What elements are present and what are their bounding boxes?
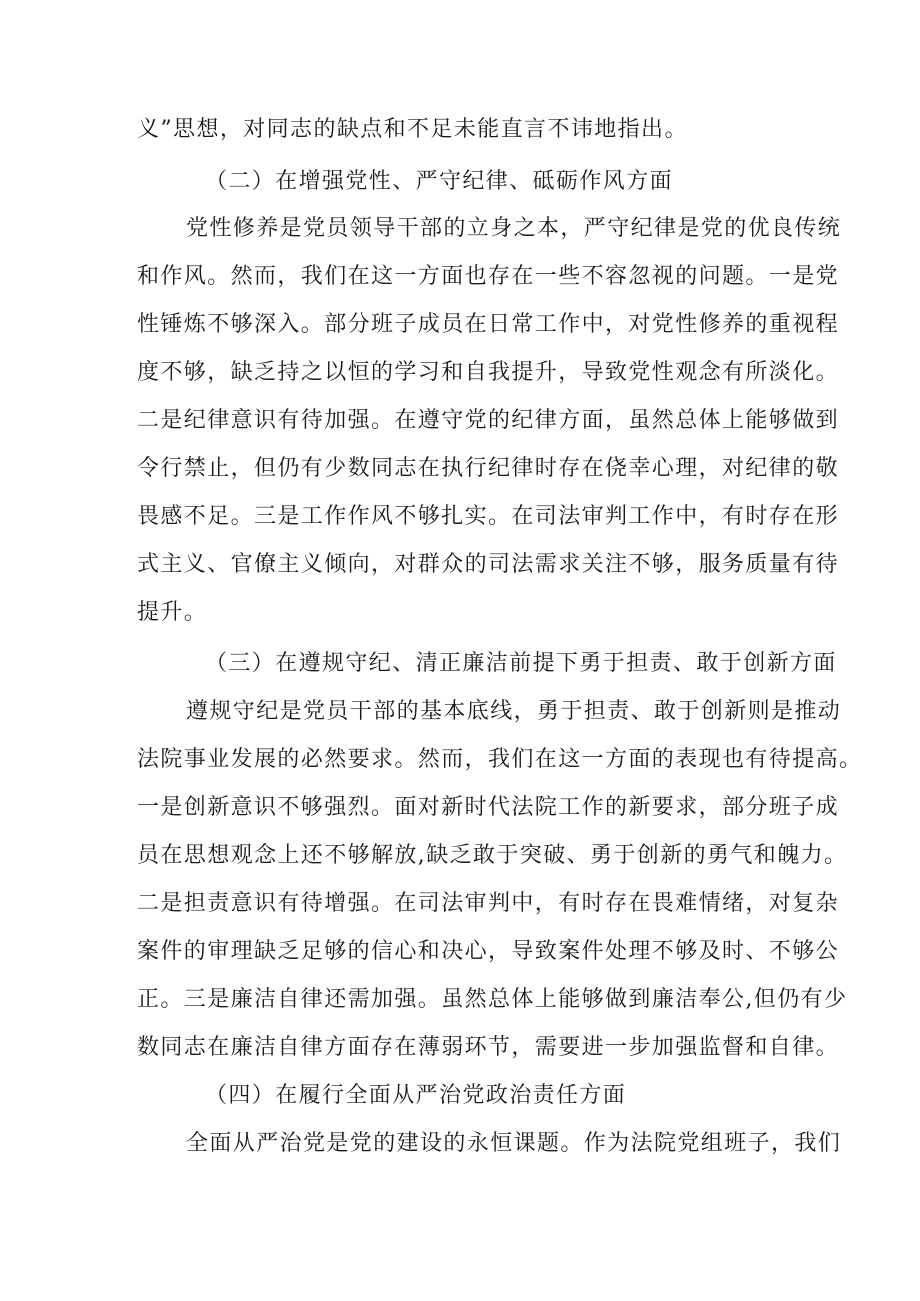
paragraph-line: 二是担责意识有待增强。在司法审判中，有时存在畏难情绪，对复杂 xyxy=(137,891,840,916)
paragraph-line: 法院事业发展的必然要求。然而，我们在这一方面的表现也有待提高。 xyxy=(137,747,863,772)
paragraph-line: 正。三是廉洁自律还需加强。虽然总体上能够做到廉洁奉公,但仍有少 xyxy=(137,987,848,1012)
paragraph-line: 令行禁止，但仍有少数同志在执行纪律时存在侥幸心理，对纪律的敬 xyxy=(137,456,840,481)
paragraph-line: 和作风。然而，我们在这一方面也存在一些不容忽视的问题。一是党 xyxy=(137,264,840,289)
paragraph-line: 畏感不足。三是工作作风不够扎实。在司法审判工作中，有时存在形 xyxy=(137,504,840,529)
paragraph-line: 二是纪律意识有待加强。在遵守党的纪律方面，虽然总体上能够做到 xyxy=(137,408,840,433)
section-heading: （三）在遵规守纪、清正廉洁前提下勇于担责、敢于创新方面 xyxy=(205,651,837,676)
paragraph-line: 一是创新意识不够强烈。面对新时代法院工作的新要求，部分班子成 xyxy=(137,795,840,820)
paragraph-line: 度不够，缺乏持之以恒的学习和自我提升，导致党性观念有所淡化。 xyxy=(137,360,840,385)
section-heading: （四）在履行全面从严治党政治责任方面 xyxy=(205,1083,627,1108)
paragraph-line: 全面从严治党是党的建设的永恒课题。作为法院党组班子，我们 xyxy=(186,1131,842,1156)
paragraph-line: 数同志在廉洁自律方面存在薄弱环节，需要进一步加强监督和自律。 xyxy=(137,1035,840,1060)
paragraph-line: 式主义、官僚主义倾向，对群众的司法需求关注不够，服务质量有待 xyxy=(137,552,840,577)
paragraph-line: 党性修养是党员领导干部的立身之本，严守纪律是党的优良传统 xyxy=(186,216,842,241)
paragraph-line: 提升。 xyxy=(137,600,208,625)
paragraph-line: 性锤炼不够深入。部分班子成员在日常工作中，对党性修养的重视程 xyxy=(137,312,840,337)
paragraph-line: 员在思想观念上还不够解放,缺乏敢于突破、勇于创新的勇气和魄力。 xyxy=(137,843,848,868)
paragraph-line: 遵规守纪是党员干部的基本底线，勇于担责、敢于创新则是推动 xyxy=(186,699,842,724)
section-heading: （二）在增强党性、严守纪律、砥砺作风方面 xyxy=(205,169,674,194)
paragraph-line: 义”思想，对同志的缺点和不足未能直言不讳地指出。 xyxy=(137,117,688,142)
paragraph-line: 案件的审理缺乏足够的信心和决心，导致案件处理不够及时、不够公 xyxy=(137,939,840,964)
